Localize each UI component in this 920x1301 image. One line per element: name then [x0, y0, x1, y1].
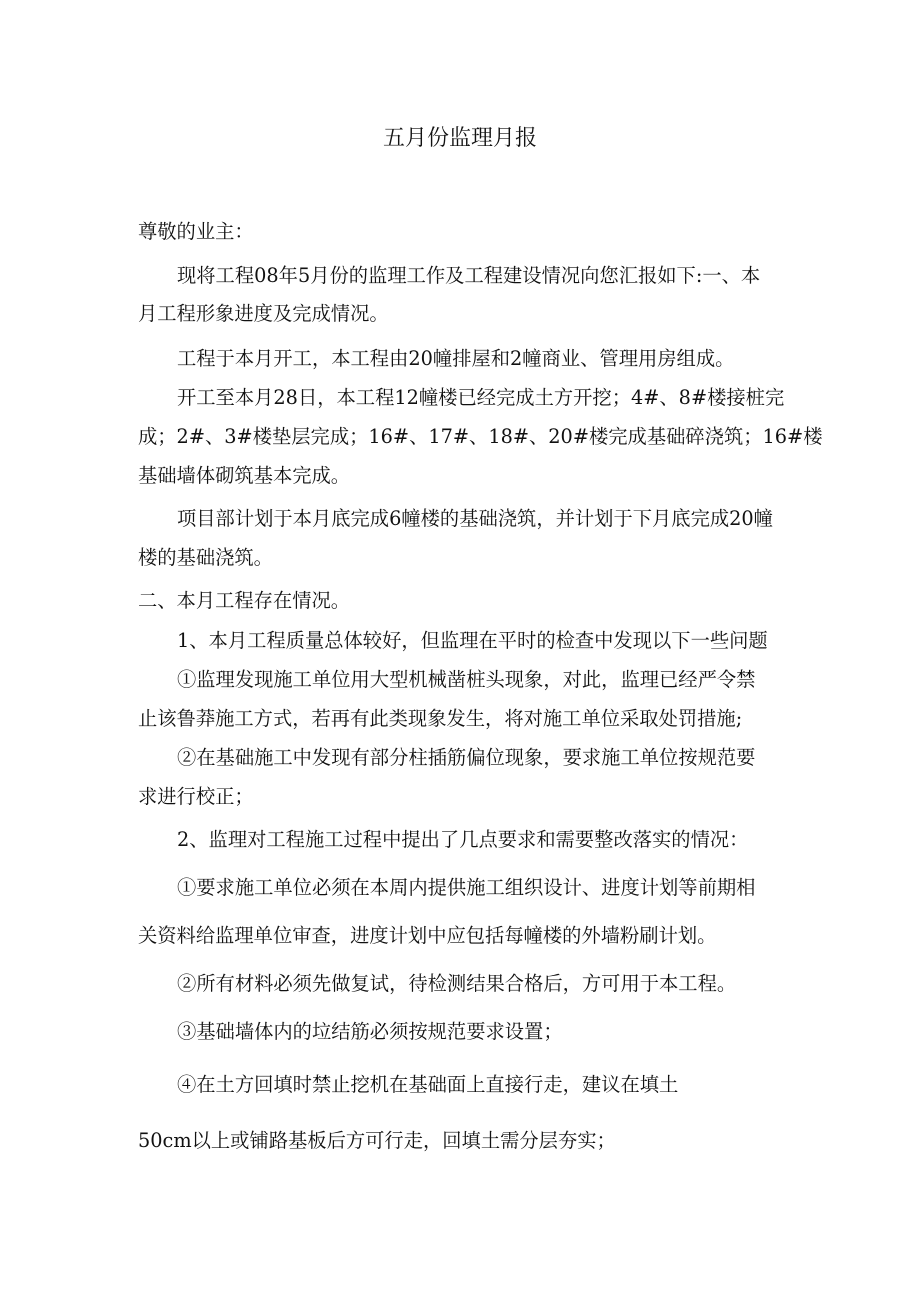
paragraph-line: 关资料给监理单位审查，进度计划中应包括每幢楼的外墙粉刷计划。	[138, 924, 717, 947]
paragraph-line: 50cm以上或铺路基板后方可行走，回填土需分层夯实；	[138, 1129, 616, 1152]
document-title: 五月份监理月报	[382, 126, 537, 151]
paragraph-line: 成；2#、3#楼垫层完成；16#、17#、18#、20#楼完成基础碎浇筑；16#楼	[138, 425, 823, 448]
paragraph-line: 基础墙体砌筑基本完成。	[138, 464, 351, 487]
paragraph-line: 开工至本月28日，本工程12幢楼已经完成土方开挖；4#、8#楼接桩完	[177, 386, 785, 409]
paragraph-line: 工程于本月开工，本工程由20幢排屋和2幢商业、管理用房组成。	[177, 347, 735, 370]
paragraph-line: ④在土方回填时禁止挖机在基础面上直接行走，建议在填土	[177, 1073, 679, 1096]
paragraph-line: 楼的基础浇筑。	[138, 546, 273, 569]
paragraph-line: 止该鲁莽施工方式，若再有此类现象发生，将对施工单位采取处罚措施;	[138, 707, 743, 730]
paragraph-line: ②在基础施工中发现有部分柱插筋偏位现象，要求施工单位按规范要	[177, 746, 756, 769]
paragraph-line: ①监理发现施工单位用大型机械凿桩头现象，对此，监理已经严令禁	[177, 668, 756, 691]
paragraph-line: 月工程形象进度及完成情况。	[138, 302, 389, 325]
paragraph-line: ②所有材料必须先做复试，待检测结果合格后，方可用于本工程。	[177, 972, 737, 995]
section-heading: 二、本月工程存在情况。	[138, 589, 351, 612]
paragraph-line: ①要求施工单位必须在本周内提供施工组织设计、进度计划等前期相	[177, 876, 756, 899]
greeting-line: 尊敬的业主：	[138, 220, 254, 243]
paragraph-line: 2、监理对工程施工过程中提出了几点要求和需要整改落实的情况：	[177, 828, 749, 851]
paragraph-line: 1、本月工程质量总体较好，但监理在平时的检查中发现以下一些问题	[177, 629, 768, 652]
paragraph-line: 求进行校正；	[138, 785, 254, 808]
paragraph-line: 项目部计划于本月底完成6幢楼的基础浇筑，并计划于下月底完成20幢	[177, 507, 773, 530]
paragraph-line: ③基础墙体内的垃结筋必须按规范要求设置；	[177, 1020, 563, 1043]
paragraph-line: 现将工程08年5月份的监理工作及工程建设情况向您汇报如下:一、本	[177, 264, 761, 287]
